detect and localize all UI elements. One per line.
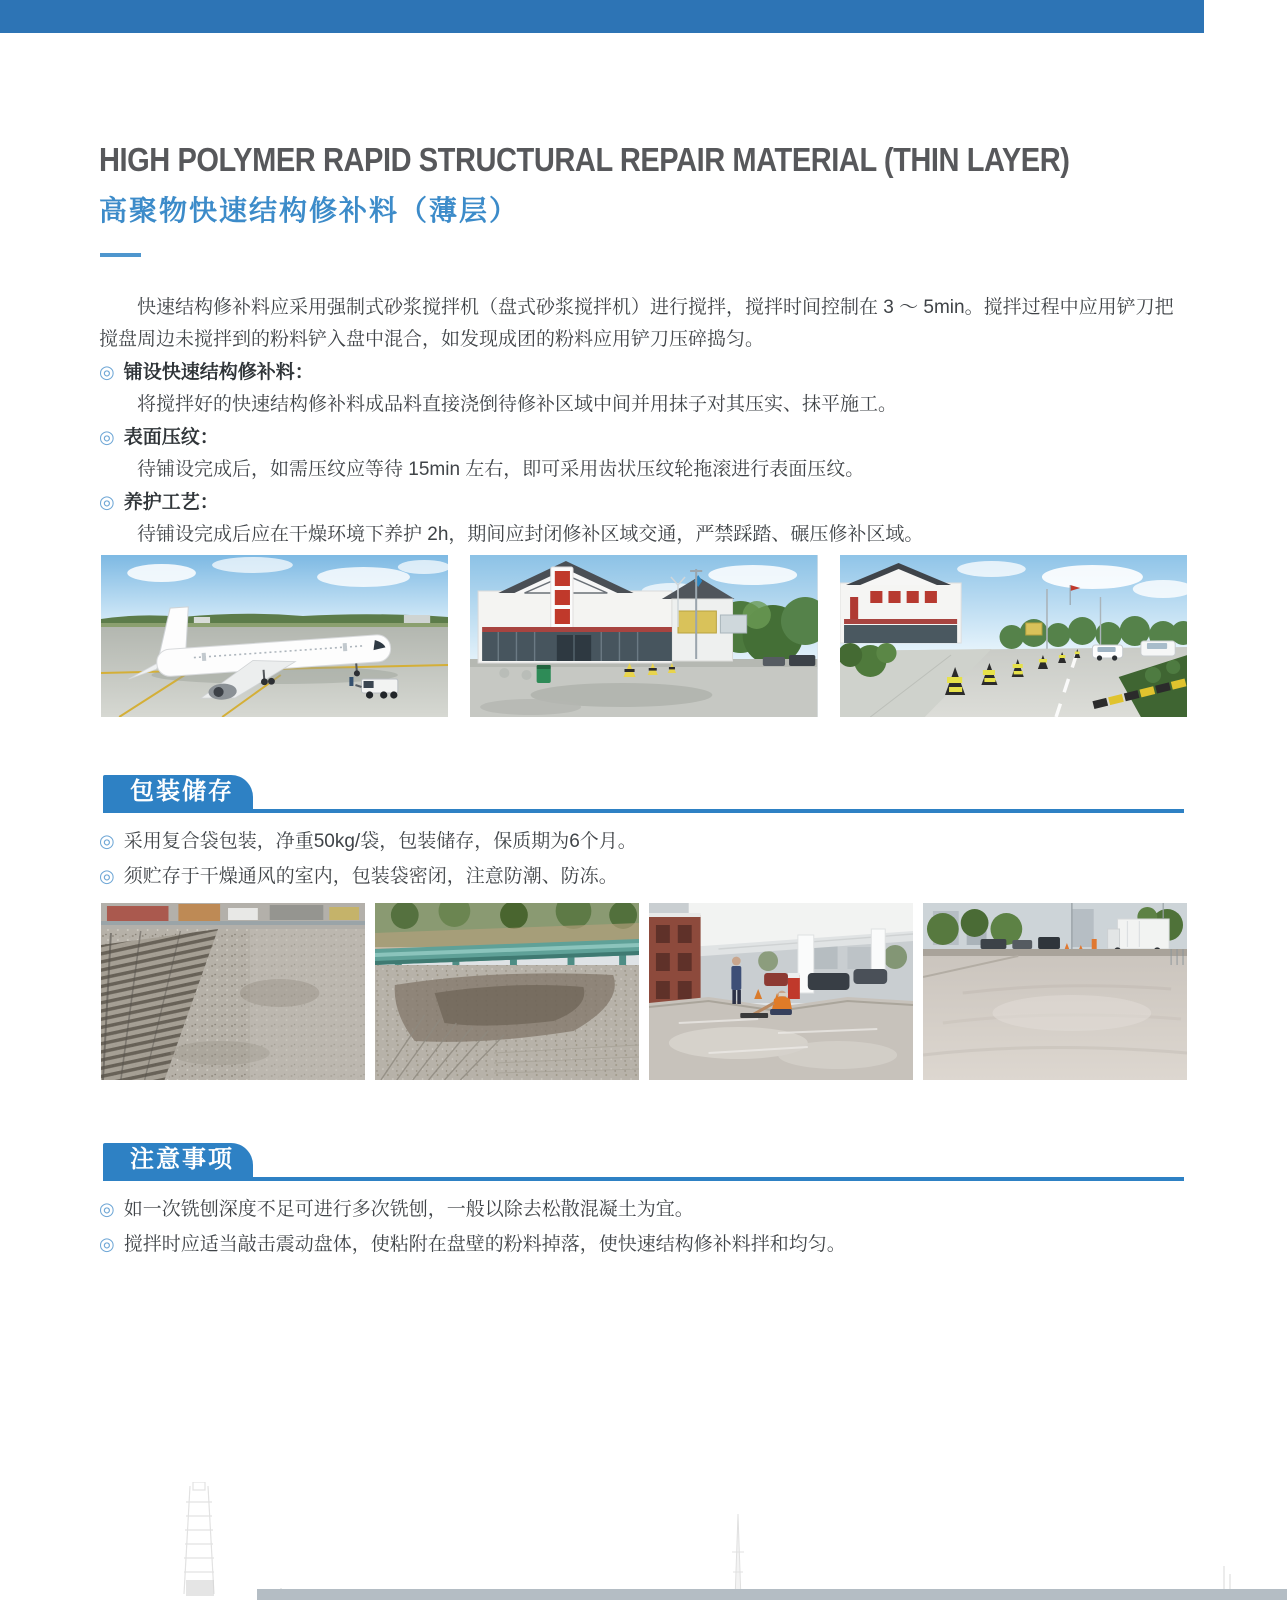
title-underline xyxy=(100,253,141,257)
ring-bullet-icon: ◎ xyxy=(99,427,115,447)
packaging-bullet-2 xyxy=(99,859,1185,894)
intro-bullet-3-label: 养护工艺： xyxy=(123,492,219,513)
intro-block xyxy=(99,292,1185,551)
intro-bullet-2-label: 表面压纹： xyxy=(123,427,219,448)
photo-milled-pavement-closeup xyxy=(101,903,365,1080)
milled-pavement-illustration xyxy=(101,903,365,1080)
finished-pavement-illustration xyxy=(923,903,1187,1080)
ring-bullet-icon: ◎ xyxy=(99,1234,115,1254)
photo-service-area-building xyxy=(470,555,817,717)
intro-bullet-1-desc: 将搅拌好的快速结构修补料成品料直接浇倒待修补区域中间并用抹子对其压实、抹平施工。 xyxy=(137,394,898,415)
precaution-bullet-1 xyxy=(99,1192,1185,1227)
page-title-en: HIGH POLYMER RAPID STRUCTURAL REPAIR MATERIAL (THIN LAYER) xyxy=(99,141,1070,178)
precaution-bullet-2-text: 搅拌时应适当敲击震动盘体，使粘附在盘壁的粉料掉落，使快速结构修补料拌和均匀。 xyxy=(123,1234,846,1255)
section-title: 包装储存 xyxy=(130,778,234,805)
ring-bullet-icon: ◎ xyxy=(99,1199,115,1219)
photo-pavement-guardrail-patch xyxy=(375,903,639,1080)
page-title-cn: 高聚物快速结构修补料（薄层） xyxy=(99,195,520,226)
packaging-bullet-1 xyxy=(99,824,1185,859)
intro-paragraph: 快速结构修补料应采用强制式砂浆搅拌机（盘式砂浆搅拌机）进行搅拌，搅拌时间控制在 3 ～ 5min。搅拌过程中应用铲刀把搅盘周边未搅拌到的粉料铲入盘中混合，如发现成团的粉料应用铲刀压碎捣匀。 xyxy=(99,297,1174,350)
photo-row-2 xyxy=(101,903,1187,1080)
service-area-building-illustration xyxy=(470,555,817,717)
intro-bullet-1-label: 铺设快速结构修补料： xyxy=(123,362,314,383)
service-area-road-illustration xyxy=(840,555,1187,717)
gas-station-repair-illustration xyxy=(649,903,913,1080)
photo-finished-smooth-pavement xyxy=(923,903,1187,1080)
section-rule xyxy=(103,809,1184,813)
photo-airport-apron-airplane xyxy=(101,555,448,717)
guardrail-pavement-illustration xyxy=(375,903,639,1080)
precautions-bullets xyxy=(99,1192,1185,1262)
airplane-apron-illustration xyxy=(101,555,448,717)
section-header-packaging-storage xyxy=(103,775,253,809)
ring-bullet-icon: ◎ xyxy=(99,362,115,382)
photo-service-area-road xyxy=(840,555,1187,717)
bottom-accent-bar xyxy=(257,1589,1287,1600)
precaution-bullet-1-text: 如一次铣刨深度不足可进行多次铣刨，一般以除去松散混凝土为宜。 xyxy=(123,1199,694,1220)
section-rule xyxy=(103,1177,1184,1181)
intro-bullet-2 xyxy=(99,421,1185,454)
ring-bullet-icon: ◎ xyxy=(99,866,115,886)
intro-bullet-3 xyxy=(99,486,1185,519)
intro-bullet-1 xyxy=(99,356,1185,389)
intro-bullet-2-desc: 待铺设完成后，如需压纹应等待 15min 左右，即可采用齿状压纹轮拖滚进行表面压纹。 xyxy=(137,459,865,480)
packaging-bullet-1-text: 采用复合袋包装，净重50kg/袋，包装储存，保质期为6个月。 xyxy=(123,831,637,852)
section-header-precautions xyxy=(103,1143,253,1177)
top-accent-bar xyxy=(0,0,1204,33)
precaution-bullet-2 xyxy=(99,1227,1185,1262)
ring-bullet-icon: ◎ xyxy=(99,831,115,851)
packaging-bullet-2-text: 须贮存于干燥通风的室内，包装袋密闭，注意防潮、防冻。 xyxy=(123,866,618,887)
ring-bullet-icon: ◎ xyxy=(99,492,115,512)
footer-skyline-sketch xyxy=(0,1482,1287,1600)
photo-row-1 xyxy=(101,555,1187,717)
packaging-storage-bullets xyxy=(99,824,1185,894)
photo-gas-station-repair-work xyxy=(649,903,913,1080)
section-title: 注意事项 xyxy=(130,1146,234,1173)
intro-bullet-3-desc: 待铺设完成后应在干燥环境下养护 2h，期间应封闭修补区域交通，严禁踩踏、碾压修补区域。 xyxy=(137,524,924,545)
